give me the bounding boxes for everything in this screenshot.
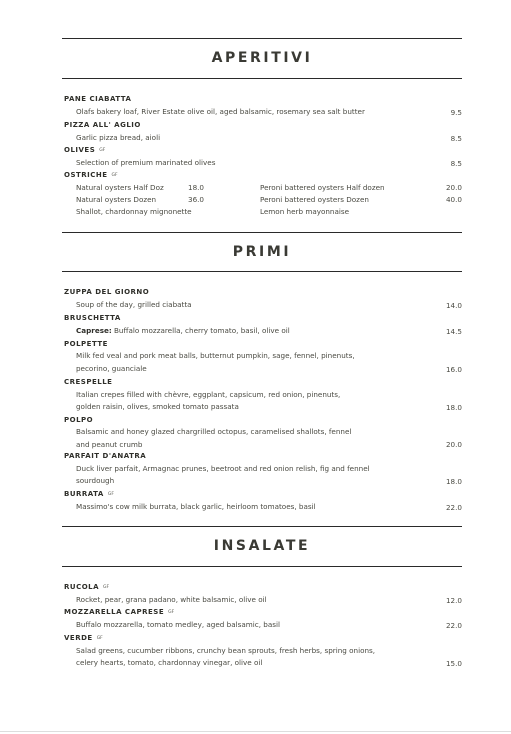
ostriche-peroni-half-price: 20.0 [445,183,462,192]
gf-tag: GF [107,492,114,497]
item-name-pizza: PIZZA ALL' AGLIO [64,121,141,129]
primi-divider [62,271,462,272]
item-price-bruschetta: 14.5 [445,327,462,336]
item-price-crespelle: 18.0 [445,403,462,412]
item-name-crespelle: CRESPELLE [64,378,113,386]
item-desc-crespelle-2: golden raisin, olives, smoked tomato passata [76,402,239,411]
item-price-zuppa: 14.0 [445,301,462,310]
verde-label: VERDE [64,634,93,642]
gf-tag: GF [168,610,175,615]
ostriche-natural-dozen-price: 36.0 [188,195,205,204]
item-price-pane: 9.5 [450,108,462,117]
item-desc-burrata: Massimo's cow milk burrata, black garlic, heirloom tomatoes, basil [76,502,316,511]
bruschetta-desc-text: Buffalo mozzarella, cherry tomato, basil, olive oil [111,326,290,335]
item-price-mozzarella: 22.0 [445,621,462,630]
item-desc-verde-1: Salad greens, cucumber ribbons, crunchy bean sprouts, fresh herbs, spring onions, [76,646,376,655]
insalate-divider [62,566,462,567]
ostriche-natural-dozen: Natural oysters Dozen [76,195,157,204]
item-desc-polpo-1: Balsamic and honey glazed chargrilled octopus, caramelised shallots, fennel [76,427,352,436]
ostriche-peroni-dozen-price: 40.0 [445,195,462,204]
item-price-verde: 15.0 [445,659,462,668]
item-price-burrata: 22.0 [445,503,462,512]
item-name-olives [64,146,105,155]
item-price-polpette: 16.0 [445,365,462,374]
item-desc-olives: Selection of premium marinated olives [76,158,216,167]
item-name-parfait: PARFAIT D'ANATRA [64,452,147,460]
rucola-label: RUCOLA [64,583,100,591]
ostriche-lemon-mayo: Lemon herb mayonnaise [260,207,350,216]
item-name-mozzarella [64,608,174,617]
item-price-pizza: 8.5 [450,134,462,143]
item-name-verde [64,634,103,643]
mozzarella-label: MOZZARELLA CAPRESE [64,608,165,616]
item-name-bruschetta: BRUSCHETTA [64,314,121,322]
olives-label: OLIVES [64,146,96,154]
top-divider [62,38,462,39]
ostriche-peroni-dozen: Peroni battered oysters Dozen [260,195,369,204]
item-desc-parfait-1: Duck liver parfait, Armagnac prunes, beetroot and red onion relish, fig and fennel [76,464,370,473]
burrata-label: BURRATA [64,490,104,498]
section-title-insalate: INSALATE [213,538,311,554]
item-desc-mozzarella: Buffalo mozzarella, tomato medley, aged balsamic, basil [76,620,280,629]
insalate-top-divider [62,526,462,527]
item-name-polpo: POLPO [64,416,94,424]
aperitivi-divider [62,78,462,79]
page-bottom-edge [0,731,511,732]
item-desc-verde-2: celery hearts, tomato, chardonnay vinegar, olive oil [76,658,263,667]
item-name-ostriche [64,171,118,180]
ostriche-peroni-half: Peroni battered oysters Half dozen [260,183,385,192]
item-name-zuppa: ZUPPA DEL GIORNO [64,288,150,296]
gf-tag: GF [111,173,118,178]
item-desc-pane: Olafs bakery loaf, River Estate olive oil, aged balsamic, rosemary sea salt butter [76,107,365,116]
item-desc-rucola: Rocket, pear, grana padano, white balsamic, olive oil [76,595,267,604]
item-price-rucola: 12.0 [445,596,462,605]
gf-tag: GF [103,585,110,590]
gf-tag: GF [99,148,106,153]
ostriche-natural-half: Natural oysters Half Doz [76,183,164,192]
primi-top-divider [62,232,462,233]
item-price-polpo: 20.0 [445,440,462,449]
section-title-aperitivi: APERITIVI [211,50,313,66]
ostriche-label: OSTRICHE [64,171,108,179]
section-title-primi: PRIMI [232,244,292,260]
gf-tag: GF [96,636,103,641]
item-desc-bruschetta [76,325,290,338]
item-price-olives: 8.5 [450,159,462,168]
ostriche-natural-half-price: 18.0 [188,183,205,192]
item-desc-polpette-2: pecorino, guanciale [76,364,147,373]
item-name-rucola [64,583,109,592]
bruschetta-variant: Caprese: [76,326,112,335]
item-desc-parfait-2: sourdough [76,476,115,485]
item-desc-polpo-2: and peanut crumb [76,440,143,449]
item-desc-crespelle-1: Italian crepes filled with chèvre, eggplant, capsicum, red onion, pinenuts, [76,390,341,399]
item-desc-zuppa: Soup of the day, grilled ciabatta [76,300,192,309]
item-name-burrata [64,490,114,499]
item-name-pane: PANE CIABATTA [64,95,132,103]
item-price-parfait: 18.0 [445,477,462,486]
ostriche-mignonette: Shallot, chardonnay mignonette [76,207,192,216]
item-name-polpette: POLPETTE [64,340,108,348]
item-desc-pizza: Garlic pizza bread, aioli [76,133,161,142]
item-desc-polpette-1: Milk fed veal and pork meat balls, butternut pumpkin, sage, fennel, pinenuts, [76,351,355,360]
